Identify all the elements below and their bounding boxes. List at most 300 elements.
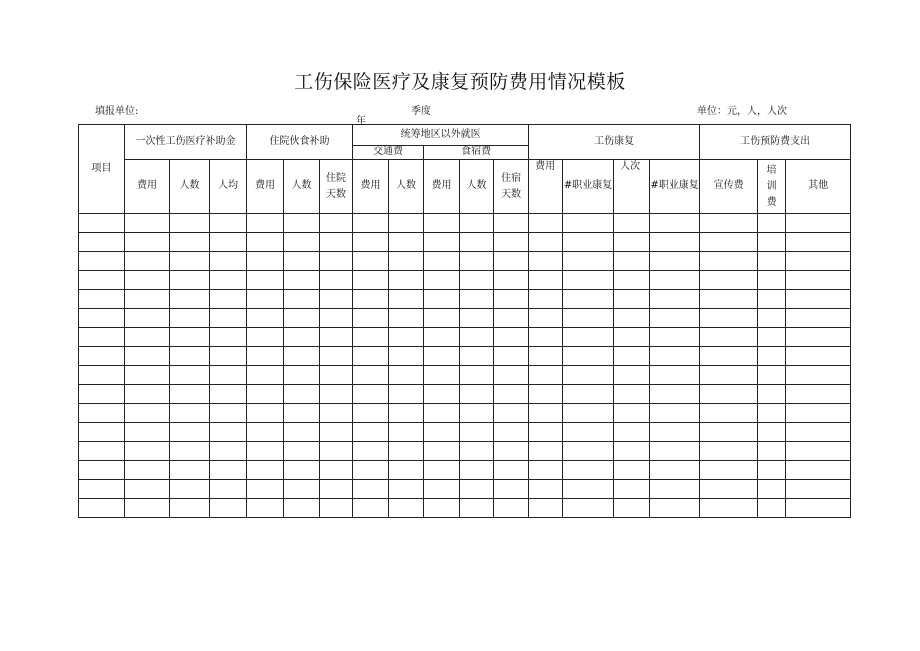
table-cell[interactable] [320, 233, 353, 252]
table-cell[interactable] [284, 271, 320, 290]
table-cell[interactable] [700, 328, 758, 347]
table-cell[interactable] [389, 461, 424, 480]
table-cell[interactable] [614, 385, 650, 404]
table-cell[interactable] [389, 366, 424, 385]
table-cell[interactable] [563, 328, 614, 347]
table-cell[interactable] [529, 442, 563, 461]
table-cell[interactable] [79, 252, 125, 271]
table-cell[interactable] [353, 499, 389, 518]
table-cell[interactable] [424, 328, 460, 347]
table-cell[interactable] [460, 214, 494, 233]
table-cell[interactable] [125, 385, 170, 404]
table-cell[interactable] [758, 214, 786, 233]
table-cell[interactable] [424, 366, 460, 385]
table-cell[interactable] [563, 404, 614, 423]
table-cell[interactable] [786, 290, 851, 309]
table-cell[interactable] [247, 214, 284, 233]
table-cell[interactable] [424, 404, 460, 423]
table-cell[interactable] [79, 461, 125, 480]
table-cell[interactable] [786, 309, 851, 328]
table-cell[interactable] [170, 214, 210, 233]
table-cell[interactable] [125, 290, 170, 309]
table-cell[interactable] [247, 328, 284, 347]
table-cell[interactable] [353, 404, 389, 423]
table-cell[interactable] [79, 385, 125, 404]
table-cell[interactable] [786, 271, 851, 290]
table-cell[interactable] [758, 309, 786, 328]
table-cell[interactable] [320, 290, 353, 309]
table-cell[interactable] [424, 252, 460, 271]
table-cell[interactable] [320, 347, 353, 366]
table-cell[interactable] [284, 252, 320, 271]
table-cell[interactable] [125, 309, 170, 328]
table-cell[interactable] [494, 442, 529, 461]
table-cell[interactable] [210, 347, 247, 366]
table-cell[interactable] [758, 233, 786, 252]
table-cell[interactable] [284, 499, 320, 518]
table-cell[interactable] [170, 499, 210, 518]
table-cell[interactable] [247, 404, 284, 423]
table-cell[interactable] [700, 499, 758, 518]
table-cell[interactable] [494, 461, 529, 480]
table-cell[interactable] [170, 328, 210, 347]
table-cell[interactable] [529, 271, 563, 290]
table-cell[interactable] [494, 480, 529, 499]
table-cell[interactable] [494, 309, 529, 328]
table-cell[interactable] [650, 442, 700, 461]
table-cell[interactable] [614, 499, 650, 518]
table-cell[interactable] [210, 214, 247, 233]
table-cell[interactable] [614, 366, 650, 385]
table-cell[interactable] [563, 309, 614, 328]
table-cell[interactable] [529, 461, 563, 480]
table-cell[interactable] [389, 328, 424, 347]
table-cell[interactable] [494, 366, 529, 385]
table-cell[interactable] [563, 271, 614, 290]
table-cell[interactable] [494, 214, 529, 233]
table-cell[interactable] [563, 461, 614, 480]
table-cell[interactable] [650, 385, 700, 404]
table-cell[interactable] [247, 385, 284, 404]
table-cell[interactable] [125, 271, 170, 290]
table-cell[interactable] [284, 480, 320, 499]
table-cell[interactable] [125, 442, 170, 461]
table-cell[interactable] [563, 442, 614, 461]
table-cell[interactable] [247, 347, 284, 366]
table-cell[interactable] [247, 499, 284, 518]
table-cell[interactable] [79, 404, 125, 423]
table-cell[interactable] [529, 290, 563, 309]
table-cell[interactable] [210, 252, 247, 271]
table-cell[interactable] [614, 423, 650, 442]
table-cell[interactable] [614, 442, 650, 461]
table-cell[interactable] [284, 461, 320, 480]
table-cell[interactable] [284, 347, 320, 366]
table-cell[interactable] [424, 347, 460, 366]
table-cell[interactable] [247, 366, 284, 385]
table-cell[interactable] [125, 366, 170, 385]
table-cell[interactable] [460, 271, 494, 290]
table-cell[interactable] [758, 404, 786, 423]
table-cell[interactable] [353, 328, 389, 347]
table-cell[interactable] [786, 423, 851, 442]
table-cell[interactable] [758, 423, 786, 442]
table-cell[interactable] [758, 252, 786, 271]
table-cell[interactable] [320, 442, 353, 461]
table-cell[interactable] [786, 233, 851, 252]
table-cell[interactable] [320, 404, 353, 423]
table-cell[interactable] [247, 442, 284, 461]
table-cell[interactable] [494, 233, 529, 252]
table-cell[interactable] [389, 271, 424, 290]
table-cell[interactable] [353, 233, 389, 252]
table-cell[interactable] [353, 271, 389, 290]
table-cell[interactable] [494, 271, 529, 290]
table-cell[interactable] [79, 233, 125, 252]
table-cell[interactable] [614, 347, 650, 366]
table-cell[interactable] [320, 366, 353, 385]
table-cell[interactable] [460, 480, 494, 499]
table-cell[interactable] [353, 423, 389, 442]
table-cell[interactable] [460, 347, 494, 366]
table-cell[interactable] [79, 480, 125, 499]
table-cell[interactable] [460, 233, 494, 252]
table-cell[interactable] [424, 214, 460, 233]
table-cell[interactable] [170, 366, 210, 385]
table-cell[interactable] [210, 385, 247, 404]
table-cell[interactable] [700, 214, 758, 233]
table-cell[interactable] [563, 290, 614, 309]
table-cell[interactable] [320, 309, 353, 328]
table-cell[interactable] [353, 442, 389, 461]
table-cell[interactable] [786, 385, 851, 404]
table-cell[interactable] [650, 480, 700, 499]
table-cell[interactable] [650, 328, 700, 347]
table-cell[interactable] [460, 366, 494, 385]
table-cell[interactable] [614, 328, 650, 347]
table-cell[interactable] [320, 385, 353, 404]
table-cell[interactable] [758, 366, 786, 385]
table-cell[interactable] [247, 461, 284, 480]
table-cell[interactable] [758, 480, 786, 499]
table-cell[interactable] [79, 214, 125, 233]
table-cell[interactable] [650, 347, 700, 366]
table-cell[interactable] [284, 366, 320, 385]
table-cell[interactable] [210, 328, 247, 347]
table-cell[interactable] [614, 461, 650, 480]
table-cell[interactable] [210, 442, 247, 461]
table-cell[interactable] [320, 252, 353, 271]
table-cell[interactable] [389, 233, 424, 252]
table-cell[interactable] [614, 290, 650, 309]
table-cell[interactable] [353, 290, 389, 309]
table-cell[interactable] [758, 347, 786, 366]
table-cell[interactable] [247, 309, 284, 328]
table-cell[interactable] [320, 328, 353, 347]
table-cell[interactable] [353, 214, 389, 233]
table-cell[interactable] [79, 442, 125, 461]
table-cell[interactable] [284, 214, 320, 233]
table-cell[interactable] [650, 290, 700, 309]
table-cell[interactable] [786, 252, 851, 271]
table-cell[interactable] [320, 499, 353, 518]
table-cell[interactable] [170, 404, 210, 423]
table-cell[interactable] [170, 290, 210, 309]
table-cell[interactable] [424, 499, 460, 518]
table-cell[interactable] [424, 233, 460, 252]
table-cell[interactable] [210, 423, 247, 442]
table-cell[interactable] [320, 480, 353, 499]
table-cell[interactable] [210, 404, 247, 423]
table-cell[interactable] [79, 499, 125, 518]
table-cell[interactable] [460, 442, 494, 461]
table-cell[interactable] [700, 461, 758, 480]
table-cell[interactable] [125, 499, 170, 518]
table-cell[interactable] [210, 480, 247, 499]
table-cell[interactable] [389, 385, 424, 404]
table-cell[interactable] [125, 461, 170, 480]
table-cell[interactable] [320, 214, 353, 233]
table-cell[interactable] [460, 309, 494, 328]
table-cell[interactable] [284, 442, 320, 461]
table-cell[interactable] [563, 214, 614, 233]
table-cell[interactable] [650, 366, 700, 385]
table-cell[interactable] [529, 385, 563, 404]
table-cell[interactable] [650, 309, 700, 328]
table-cell[interactable] [650, 252, 700, 271]
table-cell[interactable] [700, 347, 758, 366]
table-cell[interactable] [353, 347, 389, 366]
table-cell[interactable] [389, 290, 424, 309]
table-cell[interactable] [786, 442, 851, 461]
table-cell[interactable] [424, 423, 460, 442]
table-cell[interactable] [79, 290, 125, 309]
table-cell[interactable] [563, 480, 614, 499]
table-cell[interactable] [125, 214, 170, 233]
table-cell[interactable] [614, 271, 650, 290]
table-cell[interactable] [529, 423, 563, 442]
table-cell[interactable] [563, 366, 614, 385]
table-cell[interactable] [424, 480, 460, 499]
table-cell[interactable] [650, 461, 700, 480]
table-cell[interactable] [758, 271, 786, 290]
table-cell[interactable] [529, 366, 563, 385]
table-cell[interactable] [700, 290, 758, 309]
table-cell[interactable] [786, 347, 851, 366]
table-cell[interactable] [758, 461, 786, 480]
table-cell[interactable] [563, 233, 614, 252]
table-cell[interactable] [284, 328, 320, 347]
table-cell[interactable] [170, 442, 210, 461]
table-cell[interactable] [758, 328, 786, 347]
table-cell[interactable] [284, 385, 320, 404]
table-cell[interactable] [650, 423, 700, 442]
table-cell[interactable] [700, 252, 758, 271]
table-cell[interactable] [170, 233, 210, 252]
table-cell[interactable] [529, 499, 563, 518]
table-cell[interactable] [460, 461, 494, 480]
table-cell[interactable] [700, 480, 758, 499]
table-cell[interactable] [650, 233, 700, 252]
table-cell[interactable] [170, 385, 210, 404]
table-cell[interactable] [529, 233, 563, 252]
table-cell[interactable] [614, 233, 650, 252]
table-cell[interactable] [563, 252, 614, 271]
table-cell[interactable] [170, 309, 210, 328]
table-cell[interactable] [170, 347, 210, 366]
table-cell[interactable] [460, 499, 494, 518]
table-cell[interactable] [460, 290, 494, 309]
table-cell[interactable] [353, 385, 389, 404]
table-cell[interactable] [210, 271, 247, 290]
table-cell[interactable] [758, 385, 786, 404]
table-cell[interactable] [563, 499, 614, 518]
table-cell[interactable] [284, 309, 320, 328]
table-cell[interactable] [125, 252, 170, 271]
table-cell[interactable] [79, 328, 125, 347]
table-cell[interactable] [494, 328, 529, 347]
table-cell[interactable] [424, 385, 460, 404]
table-cell[interactable] [494, 404, 529, 423]
table-cell[interactable] [79, 271, 125, 290]
table-cell[interactable] [125, 233, 170, 252]
table-cell[interactable] [210, 290, 247, 309]
table-cell[interactable] [700, 271, 758, 290]
table-cell[interactable] [700, 385, 758, 404]
table-cell[interactable] [494, 423, 529, 442]
table-cell[interactable] [563, 385, 614, 404]
table-cell[interactable] [786, 499, 851, 518]
table-cell[interactable] [320, 271, 353, 290]
table-cell[interactable] [247, 252, 284, 271]
table-cell[interactable] [650, 499, 700, 518]
table-cell[interactable] [424, 442, 460, 461]
table-cell[interactable] [353, 252, 389, 271]
table-cell[interactable] [210, 309, 247, 328]
table-cell[interactable] [79, 309, 125, 328]
table-cell[interactable] [529, 214, 563, 233]
table-cell[interactable] [353, 309, 389, 328]
table-cell[interactable] [529, 309, 563, 328]
table-cell[interactable] [170, 480, 210, 499]
table-cell[interactable] [460, 328, 494, 347]
table-cell[interactable] [125, 404, 170, 423]
table-cell[interactable] [786, 480, 851, 499]
table-cell[interactable] [614, 309, 650, 328]
table-cell[interactable] [247, 271, 284, 290]
table-cell[interactable] [529, 480, 563, 499]
table-cell[interactable] [650, 404, 700, 423]
table-cell[interactable] [79, 347, 125, 366]
table-cell[interactable] [353, 366, 389, 385]
table-cell[interactable] [460, 252, 494, 271]
table-cell[interactable] [320, 423, 353, 442]
table-cell[interactable] [614, 480, 650, 499]
table-cell[interactable] [247, 290, 284, 309]
table-cell[interactable] [424, 461, 460, 480]
table-cell[interactable] [210, 499, 247, 518]
table-cell[interactable] [424, 309, 460, 328]
table-cell[interactable] [700, 442, 758, 461]
table-cell[interactable] [284, 404, 320, 423]
table-cell[interactable] [758, 499, 786, 518]
table-cell[interactable] [786, 214, 851, 233]
table-cell[interactable] [125, 347, 170, 366]
table-cell[interactable] [320, 461, 353, 480]
table-cell[interactable] [210, 366, 247, 385]
table-cell[interactable] [389, 347, 424, 366]
table-cell[interactable] [353, 461, 389, 480]
table-cell[interactable] [284, 233, 320, 252]
table-cell[interactable] [700, 309, 758, 328]
table-cell[interactable] [758, 290, 786, 309]
table-cell[interactable] [494, 385, 529, 404]
table-cell[interactable] [460, 385, 494, 404]
table-cell[interactable] [353, 480, 389, 499]
table-cell[interactable] [614, 404, 650, 423]
table-cell[interactable] [284, 290, 320, 309]
table-cell[interactable] [758, 442, 786, 461]
table-cell[interactable] [786, 404, 851, 423]
table-cell[interactable] [389, 252, 424, 271]
table-cell[interactable] [389, 404, 424, 423]
table-cell[interactable] [700, 404, 758, 423]
table-cell[interactable] [460, 423, 494, 442]
table-cell[interactable] [247, 423, 284, 442]
table-cell[interactable] [389, 214, 424, 233]
table-cell[interactable] [786, 366, 851, 385]
table-cell[interactable] [210, 461, 247, 480]
table-cell[interactable] [389, 499, 424, 518]
table-cell[interactable] [563, 423, 614, 442]
table-cell[interactable] [494, 252, 529, 271]
table-cell[interactable] [529, 404, 563, 423]
table-cell[interactable] [529, 328, 563, 347]
table-cell[interactable] [284, 423, 320, 442]
table-cell[interactable] [700, 233, 758, 252]
table-cell[interactable] [170, 252, 210, 271]
table-cell[interactable] [170, 423, 210, 442]
table-cell[interactable] [79, 366, 125, 385]
table-cell[interactable] [494, 290, 529, 309]
table-cell[interactable] [424, 290, 460, 309]
table-cell[interactable] [786, 461, 851, 480]
table-cell[interactable] [529, 347, 563, 366]
table-cell[interactable] [170, 461, 210, 480]
table-cell[interactable] [247, 233, 284, 252]
table-cell[interactable] [700, 423, 758, 442]
table-cell[interactable] [125, 328, 170, 347]
table-cell[interactable] [563, 347, 614, 366]
table-cell[interactable] [247, 480, 284, 499]
table-cell[interactable] [79, 423, 125, 442]
table-cell[interactable] [650, 271, 700, 290]
table-cell[interactable] [424, 271, 460, 290]
table-cell[interactable] [460, 404, 494, 423]
table-cell[interactable] [389, 309, 424, 328]
table-cell[interactable] [210, 233, 247, 252]
table-cell[interactable] [700, 366, 758, 385]
table-cell[interactable] [614, 214, 650, 233]
table-cell[interactable] [494, 499, 529, 518]
table-cell[interactable] [494, 347, 529, 366]
table-cell[interactable] [650, 214, 700, 233]
table-cell[interactable] [389, 480, 424, 499]
table-cell[interactable] [786, 328, 851, 347]
table-cell[interactable] [389, 423, 424, 442]
table-cell[interactable] [529, 252, 563, 271]
table-cell[interactable] [389, 442, 424, 461]
